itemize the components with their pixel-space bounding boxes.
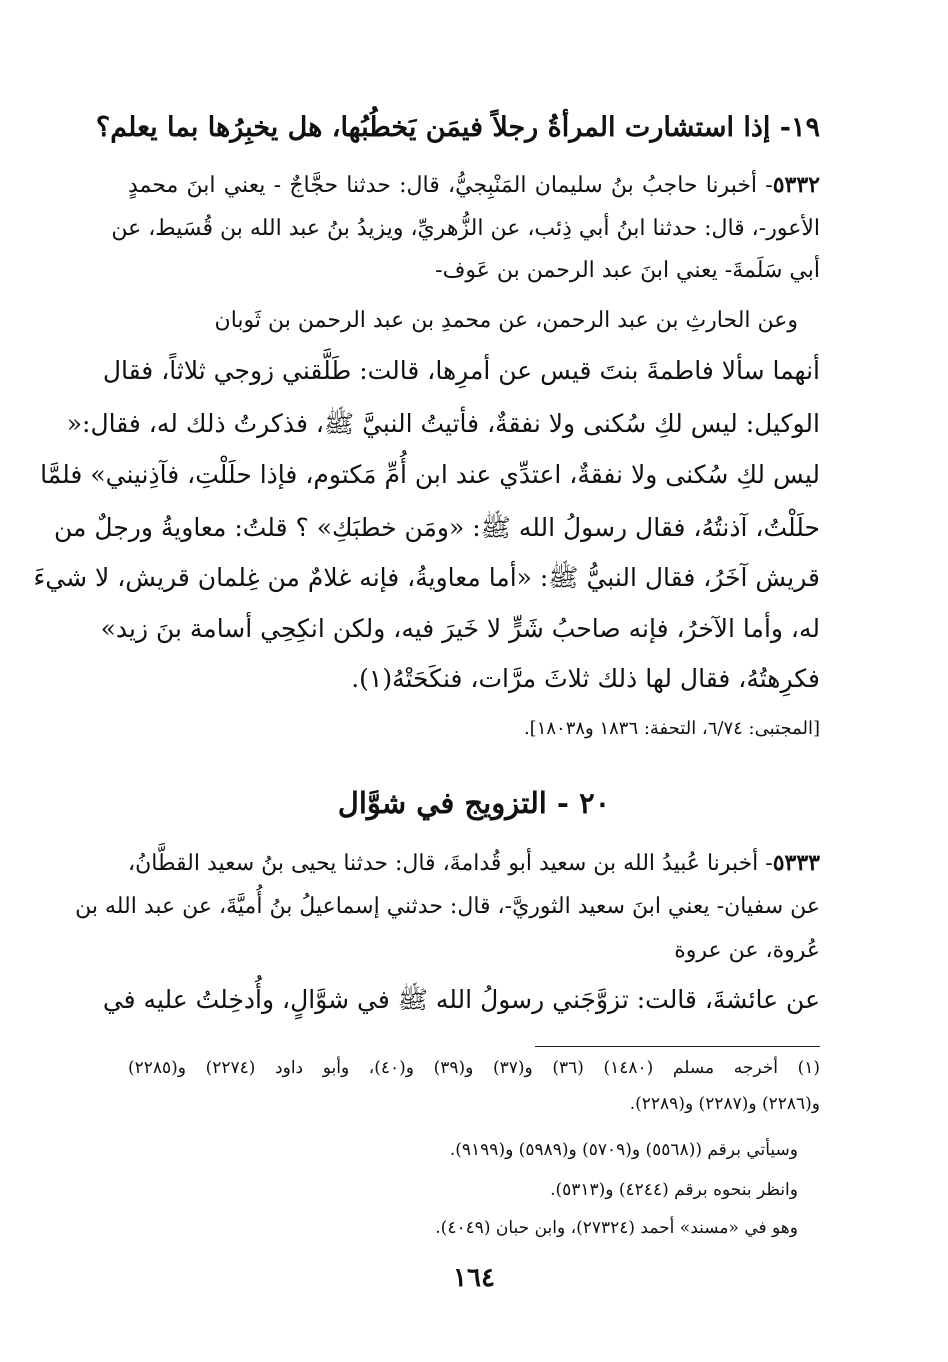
footnote-divider (535, 1046, 820, 1047)
hadith-5332-matn-line-7: فكرِهتُهُ، فقال لها ذلك ثلاثَ مرَّات، فنكَحَتْهُ(١). (351, 664, 820, 693)
hadith-5332-matn-line-5: قريش آخَرُ، فقال النبيُّ ﷺ: «أما معاويةُ، فإنه غلامٌ من غِلمان قريش، لا شيءَ (33, 563, 820, 592)
page-number: ١٦٤ (453, 1263, 495, 1293)
hadith-5332-matn-line-3: ليس لكِ سُكنى ولا نفقةٌ، اعتدِّي عند ابن أُمِّ مَكتوم، فإذا حلَلْتِ، فآذِنيني» فلمَّا (40, 460, 820, 489)
hadith-5332-line-1 (128, 172, 820, 198)
chapter-heading-20: ٢٠ - التزويج في شوَّال (337, 786, 611, 820)
footnote-1-line-5: وهو في «مسند» أحمد (٢٧٣٢٤)، وابن حبان (٤٠٤٩). (435, 1218, 798, 1238)
hadith-5332-reference: [المجتبى: ٦/٧٤، التحفة: ١٨٣٦ و١٨٠٣٨]. (523, 718, 820, 739)
hadith-5332-matn-line-2: الوكيل: ليس لكِ سُكنى ولا نفقةٌ، فأتيتُ النبيَّ ﷺ، فذكرتُ ذلك له، فقال:« (66, 409, 820, 438)
hadith-5332-matn-line-4: حلَلْتُ، آذنتُهُ، فقال رسولُ الله ﷺ: «ومَن خطبَكِ» ؟ قلتُ: معاويةُ ورجلٌ من (54, 513, 820, 542)
hadith-5333-line-1 (128, 850, 820, 876)
footnote-1-line-2: و(٢٢٨٦) و(٢٢٨٧) و(٢٢٨٩). (629, 1094, 820, 1114)
hadith-5332-line-4: وعن الحارثِ بن عبد الرحمن، عن محمدِ بن عبد الرحمن بن ثَوبان (214, 308, 798, 333)
hadith-5332-line-2: الأعور-، قال: حدثنا ابنُ أبي ذِئب، عن الزُّهريِّ، ويزيدُ بنُ عبد الله بن قُسَيط، عن (111, 216, 820, 241)
hadith-number-5332: ٥٣٣٢ (772, 172, 820, 198)
hadith-5333-line-3: عُروة، عن عروة (674, 938, 820, 963)
hadith-5332-line-3: أبي سَلَمةَ- يعني ابنَ عبد الرحمن بن عَوف- (435, 258, 820, 283)
footnote-1-line-4: وانظر بنحوه برقم (٤٢٤٤) و(٥٣١٣). (550, 1180, 798, 1200)
hadith-5332-matn-line-6: له، وأما الآخرُ، فإنه صاحبُ شَرٍّ لا خَيرَ فيه، ولكن انكِحِي أسامة بنَ زيد» (100, 614, 820, 643)
chapter-heading-19: ١٩- إذا استشارت المرأةُ رجلاً فيمَن يَخطُبُها، هل يخبِرُها بما يعلم؟ (95, 112, 820, 143)
hadith-5333-matn-line-1: عن عائشةَ، قالت: تزوَّجَني رسولُ الله ﷺ في شوَّالٍ، وأُدخِلتُ عليه في (102, 985, 820, 1014)
hadith-text: - أخبرنا عُبيدُ الله بن سعيد أبو قُدامةَ، قال: حدثنا يحيى بنُ سعيد القطَّانُ، (128, 851, 773, 876)
footnote-1-line-3: وسيأتي برقم ((٥٥٦٨) و(٥٧٠٩) و(٥٩٨٩) و(٩١٩٩). (449, 1140, 798, 1160)
hadith-text: - أخبرنا حاجبُ بنُ سليمان المَنْبِجيُّ، قال: حدثنا حجَّاجٌ - يعني ابنَ محمدٍ (128, 173, 773, 198)
hadith-5332-matn-line-1: أنهما سألا فاطمةَ بنتَ قيس عن أمرِها، قالت: طَلَّقني زوجي ثلاثاً، فقال (102, 356, 820, 385)
footnote-1-line-1: (١) أخرجه مسلم (١٤٨٠) (٣٦) و(٣٧) و(٣٩) و(٤٠)، وأبو داود (٢٢٧٤) و(٢٢٨٥) (128, 1058, 820, 1078)
hadith-number-5333: ٥٣٣٣ (772, 850, 820, 876)
hadith-5333-line-2: عن سفيان- يعني ابنَ سعيد الثوريَّ-، قال: حدثني إسماعيلُ بنُ أُميَّةَ، عن عبد الله بن (75, 894, 820, 919)
